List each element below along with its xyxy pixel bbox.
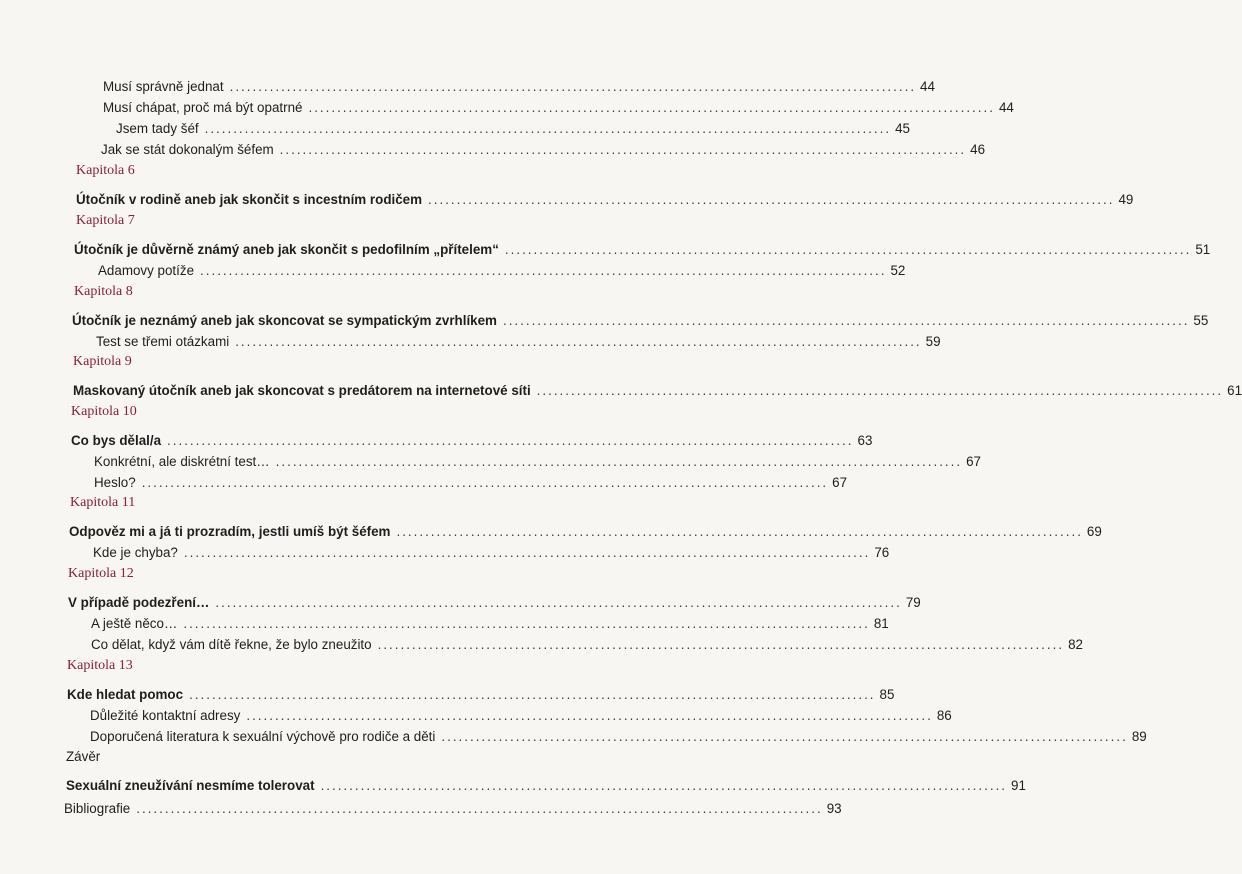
toc-entry-title: Útočník je důvěrně známý aneb jak skončit s pedofilním „přítelem“ — [74, 242, 499, 257]
toc-entry-title: Adamovy potíže — [98, 263, 195, 278]
toc-entry — [64, 800, 842, 818]
toc-entry-title: Co dělat, když vám dítě řekne, že bylo zneužito — [91, 637, 372, 652]
chapter-heading: Kapitola 6 — [76, 163, 135, 178]
toc-entry-title: Musí chápat, proč má být opatrné — [103, 100, 303, 115]
toc-entry-title: Bibliografie — [64, 801, 131, 816]
toc-entry-title: A ještě něco… — [91, 616, 178, 631]
toc-entry — [76, 191, 1134, 209]
toc-page-number: 52 — [890, 263, 906, 278]
toc-leader-dots: ........................................................................................................................ — [428, 192, 1115, 207]
toc-entry-title: Důležité kontaktní adresy — [90, 708, 241, 723]
toc-page-number: 46 — [970, 142, 986, 157]
toc-page-number: 76 — [874, 545, 890, 560]
toc-leader-dots: ........................................................................................................................ — [536, 383, 1224, 398]
toc-page-number: 93 — [826, 801, 842, 816]
toc-page-number: 44 — [920, 79, 935, 94]
toc-leader-dots: ........................................................................................................................ — [320, 778, 1008, 793]
toc-leader-dots: ........................................................................................................................ — [246, 708, 933, 723]
toc-leader-dots: ........................................................................................................................ — [504, 242, 1192, 257]
toc-entry-title: Maskovaný útočník aneb jak skoncovat s predátorem na internetové síti — [73, 383, 531, 398]
toc-page-number: 55 — [1193, 313, 1209, 328]
toc-page-number: 89 — [1131, 729, 1147, 744]
toc-entry — [116, 120, 910, 138]
toc-page-number: 67 — [966, 454, 982, 469]
toc-entry — [91, 636, 1083, 654]
toc-page-number: 91 — [1011, 778, 1026, 793]
toc-page-number: 61 — [1227, 383, 1242, 398]
toc-entry-title: Kde hledat pomoc — [67, 687, 184, 702]
toc-leader-dots: ........................................................................................................................ — [279, 142, 967, 157]
toc-entry — [68, 594, 921, 612]
toc-leader-dots: ........................................................................................................................ — [502, 313, 1190, 328]
toc-leader-dots: ........................................................................................................................ — [136, 801, 823, 816]
chapter-heading: Kapitola 9 — [73, 354, 132, 369]
toc-entry-title: Útočník v rodině aneb jak skončit s incestním rodičem — [76, 192, 423, 207]
toc-page-number: 45 — [895, 121, 910, 136]
toc-entry — [73, 382, 1242, 400]
toc-leader-dots: ........................................................................................................................ — [229, 79, 917, 94]
toc-entry — [74, 241, 1211, 259]
toc-entry-title: Test se třemi otázkami — [96, 334, 230, 349]
toc-entry — [71, 432, 873, 450]
toc-entry — [66, 777, 1026, 795]
toc-entry-title: Doporučená literatura k sexuální výchově pro rodiče a děti — [90, 729, 436, 744]
toc-leader-dots: ........................................................................................................................ — [377, 637, 1065, 652]
toc-page-number: 44 — [998, 100, 1014, 115]
toc-entry — [90, 728, 1147, 746]
toc-leader-dots: ........................................................................................................................ — [141, 475, 829, 490]
toc-page-number: 69 — [1086, 524, 1102, 539]
chapter-heading: Kapitola 11 — [70, 495, 136, 510]
toc-entry-title: Odpověz mi a já ti prozradím, jestli umíš být šéfem — [69, 524, 391, 539]
toc-page-number: 82 — [1068, 637, 1083, 652]
toc-page-number: 67 — [832, 475, 848, 490]
toc-entry-title: Konkrétní, ale diskrétní test… — [94, 454, 270, 469]
toc-page-number: 86 — [936, 708, 952, 723]
toc-leader-dots: ........................................................................................................................ — [200, 263, 887, 278]
toc-leader-dots: ........................................................................................................................ — [204, 121, 892, 136]
toc-entry — [67, 686, 895, 704]
toc-leader-dots: ........................................................................................................................ — [189, 687, 876, 702]
toc-entry-title: Sexuální zneužívání nesmíme tolerovat — [66, 778, 315, 793]
toc-leader-dots: ........................................................................................................................ — [183, 545, 871, 560]
toc-leader-dots: ........................................................................................................................ — [441, 729, 1128, 744]
toc-entry-title: Co bys dělal/a — [71, 433, 162, 448]
toc-leader-dots: ........................................................................................................................ — [167, 433, 854, 448]
chapter-heading: Kapitola 10 — [71, 404, 137, 419]
toc-entry-title: Musí správně jednat — [103, 79, 224, 94]
toc-entry-title: Kde je chyba? — [93, 545, 178, 560]
toc-page-number: 63 — [857, 433, 873, 448]
toc-entry-title: V případě podezření… — [68, 595, 210, 610]
toc-page-number: 59 — [925, 334, 941, 349]
toc-entry-title: Jak se stát dokonalým šéfem — [101, 142, 274, 157]
toc-page-number: 49 — [1118, 192, 1134, 207]
toc-entry — [94, 474, 848, 492]
toc-page-number: 85 — [879, 687, 895, 702]
toc-leader-dots: ........................................................................................................................ — [396, 524, 1083, 539]
toc-leader-dots: ........................................................................................................................ — [235, 334, 922, 349]
chapter-heading: Kapitola 12 — [68, 566, 134, 581]
toc-page-number: 81 — [873, 616, 889, 631]
toc-page-number: 79 — [905, 595, 921, 610]
section-heading-zaver: Závěr — [66, 749, 101, 764]
toc-entry — [91, 615, 889, 633]
toc-entry — [103, 99, 1014, 117]
toc-entry — [90, 707, 952, 725]
toc-entry — [101, 141, 986, 159]
toc-entry — [94, 453, 982, 471]
chapter-heading: Kapitola 8 — [74, 284, 133, 299]
toc-page-number: 51 — [1195, 242, 1211, 257]
toc-entry — [103, 78, 935, 96]
toc-entry — [96, 333, 941, 351]
toc-entry — [69, 523, 1102, 541]
toc-entry-title: Útočník je neznámý aneb jak skoncovat se sympatickým zvrhlíkem — [72, 313, 497, 328]
toc-entry-title: Jsem tady šéf — [116, 121, 199, 136]
toc-leader-dots: ........................................................................................................................ — [308, 100, 995, 115]
chapter-heading: Kapitola 13 — [67, 658, 133, 673]
toc-leader-dots: ........................................................................................................................ — [215, 595, 902, 610]
toc-leader-dots: ........................................................................................................................ — [275, 454, 963, 469]
toc-entry — [93, 544, 890, 562]
toc-leader-dots: ........................................................................................................................ — [183, 616, 870, 631]
toc-entry — [72, 312, 1209, 330]
chapter-heading: Kapitola 7 — [76, 213, 135, 228]
toc-entry-title: Heslo? — [94, 475, 136, 490]
toc-entry — [98, 262, 906, 280]
